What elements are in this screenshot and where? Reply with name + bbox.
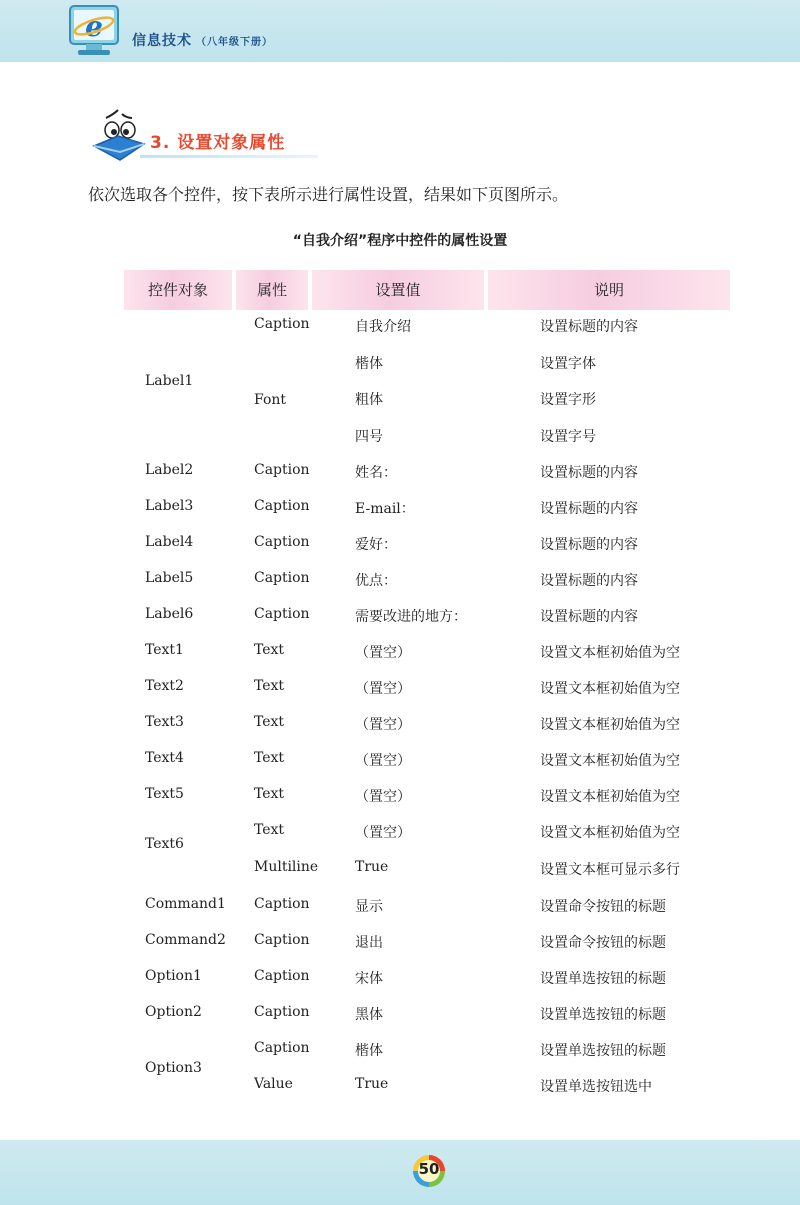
value-cell: E-mail：	[355, 501, 415, 517]
property-cell: Text	[254, 786, 285, 802]
value-cell: 显示	[355, 899, 383, 915]
section-underline	[140, 155, 318, 158]
header-property: 属性	[236, 270, 308, 310]
table-header	[124, 270, 730, 310]
property-cell: Multiline	[254, 859, 319, 875]
description-cell: 设置字形	[540, 392, 596, 408]
value-cell: 四号	[355, 429, 383, 445]
value-cell: 宋体	[355, 971, 383, 987]
description-cell: 设置文本框初始值为空	[540, 753, 680, 769]
svg-text:e: e	[85, 10, 103, 43]
value-cell: True	[355, 859, 389, 875]
value-cell: 退出	[355, 935, 383, 951]
property-cell: Caption	[254, 534, 310, 550]
property-cell: Caption	[254, 498, 310, 514]
object-label6: Label6	[145, 606, 194, 622]
book-title	[132, 30, 273, 50]
value-cell: 自我介绍	[355, 319, 411, 335]
object-label3: Label3	[145, 498, 194, 514]
value-cell: 黑体	[355, 1007, 383, 1023]
property-cell: Caption	[254, 968, 310, 984]
property-cell: Caption	[254, 316, 310, 332]
property-cell: Text	[254, 822, 285, 838]
description-cell: 设置标题的内容	[540, 501, 638, 517]
description-cell: 设置文本框初始值为空	[540, 717, 680, 733]
description-cell: 设置文本框初始值为空	[540, 825, 680, 841]
property-cell: Text	[254, 642, 285, 658]
property-cell: Caption	[254, 606, 310, 622]
value-cell: 姓名：	[355, 465, 397, 481]
object-text3: Text3	[145, 714, 184, 730]
page-number: 50	[418, 1160, 440, 1178]
ie-logo-icon	[66, 4, 124, 58]
book-title-text: 信息技术	[132, 33, 192, 49]
value-cell: （置空）	[355, 825, 411, 841]
property-cell: Caption	[254, 1004, 310, 1020]
header-object: 控件对象	[124, 270, 232, 310]
property-cell: Caption	[254, 1040, 310, 1056]
property-cell: Value	[254, 1076, 293, 1092]
description-cell: 设置标题的内容	[540, 573, 638, 589]
object-option3: Option3	[145, 1060, 202, 1076]
table-caption: “自我介绍”程序中控件的属性设置	[292, 233, 508, 249]
object-label1: Label1	[145, 373, 194, 389]
property-cell: Font	[254, 392, 287, 408]
value-cell: 楷体	[355, 356, 383, 372]
property-cell: Text	[254, 678, 285, 694]
property-cell: Text	[254, 750, 285, 766]
value-cell: 粗体	[355, 392, 383, 408]
description-cell: 设置标题的内容	[540, 465, 638, 481]
object-command1: Command1	[145, 896, 226, 912]
object-text6: Text6	[145, 836, 184, 852]
description-cell: 设置命令按钮的标题	[540, 899, 666, 915]
property-cell: Caption	[254, 932, 310, 948]
property-cell: Caption	[254, 462, 310, 478]
header-value: 设置值	[312, 270, 484, 310]
description-cell: 设置文本框初始值为空	[540, 645, 680, 661]
value-cell: True	[355, 1076, 389, 1092]
footer-band	[0, 1140, 800, 1205]
book-subtitle: （八年级下册）	[196, 37, 273, 48]
description-cell: 设置字体	[540, 356, 596, 372]
description-cell: 设置单选按钮选中	[540, 1079, 652, 1095]
value-cell: （置空）	[355, 789, 411, 805]
description-cell: 设置文本框可显示多行	[540, 862, 680, 878]
value-cell: （置空）	[355, 681, 411, 697]
description-cell: 设置标题的内容	[540, 537, 638, 553]
object-text4: Text4	[145, 750, 184, 766]
object-option1: Option1	[145, 968, 202, 984]
object-text2: Text2	[145, 678, 184, 694]
object-option2: Option2	[145, 1004, 202, 1020]
description-cell: 设置单选按钮的标题	[540, 971, 666, 987]
value-cell: 楷体	[355, 1043, 383, 1059]
object-text1: Text1	[145, 642, 184, 658]
object-label4: Label4	[145, 534, 194, 550]
property-cell: Caption	[254, 570, 310, 586]
property-cell: Caption	[254, 896, 310, 912]
intro-paragraph: 依次选取各个控件，按下表所示进行属性设置，结果如下页图所示。	[88, 185, 569, 204]
value-cell: （置空）	[355, 753, 411, 769]
object-label2: Label2	[145, 462, 194, 478]
object-label5: Label5	[145, 570, 194, 586]
description-cell: 设置单选按钮的标题	[540, 1007, 666, 1023]
description-cell: 设置标题的内容	[540, 319, 638, 335]
description-cell: 设置文本框初始值为空	[540, 789, 680, 805]
value-cell: 需要改进的地方：	[355, 609, 467, 625]
description-cell: 设置字号	[540, 429, 596, 445]
header-description: 说明	[488, 270, 730, 310]
description-cell: 设置单选按钮的标题	[540, 1043, 666, 1059]
value-cell: 优点：	[355, 573, 397, 589]
value-cell: （置空）	[355, 645, 411, 661]
object-text5: Text5	[145, 786, 184, 802]
description-cell: 设置标题的内容	[540, 609, 638, 625]
value-cell: （置空）	[355, 717, 411, 733]
description-cell: 设置文本框初始值为空	[540, 681, 680, 697]
property-cell: Text	[254, 714, 285, 730]
object-command2: Command2	[145, 932, 226, 948]
section-title: 3. 设置对象属性	[150, 133, 286, 153]
description-cell: 设置命令按钮的标题	[540, 935, 666, 951]
value-cell: 爱好：	[355, 537, 397, 553]
